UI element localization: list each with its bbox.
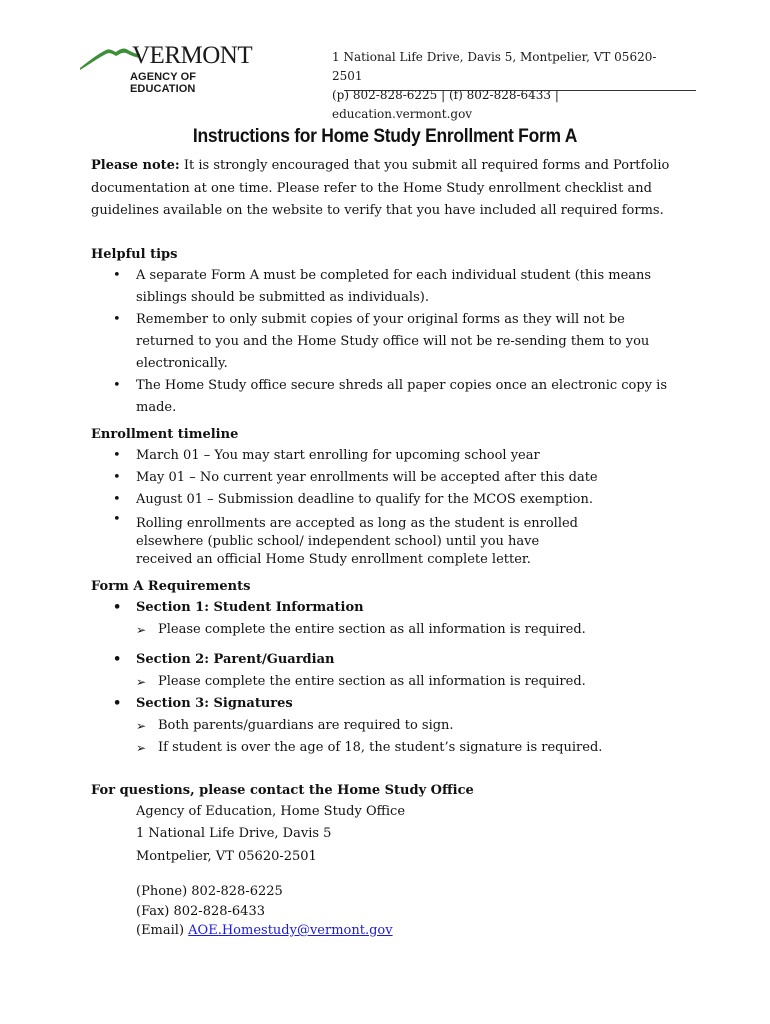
requirements-list: [91, 597, 681, 759]
enrollment-timeline-heading: Enrollment timeline: [91, 426, 239, 442]
section-1-point: ➢ Please complete the entire section as all information is required.: [91, 619, 681, 641]
header-divider: [344, 90, 696, 91]
logo-wordmark: VERMONT: [132, 42, 253, 69]
vermont-logo: [80, 42, 253, 95]
helpful-tips-list: [91, 265, 681, 419]
list-item: • Remember to only submit copies of your original forms as they will not be returned to you and the Home Study office will not be re-sending them to you electronically.: [91, 309, 681, 375]
document-body: [91, 155, 681, 941]
helpful-tips-heading: Helpful tips: [91, 246, 178, 262]
please-note-text: It is strongly encouraged that you submit all required forms and Portfolio documentation at one time. Please refer to the Home Study enrollment checklist and guidelines available on the website to verify that you have included all required forms.: [91, 158, 670, 218]
email-link[interactable]: AOE.Homestudy@vermont.gov: [188, 923, 393, 938]
section-1-title: • Section 1: Student Information: [91, 597, 681, 619]
header-address: 1 National Life Drive, Davis 5, Montpelier, VT 05620-2501: [332, 50, 657, 83]
list-item: • May 01 – No current year enrollments will be accepted after this date: [91, 467, 681, 489]
office-contact: [91, 882, 681, 941]
list-item: • March 01 – You may start enrolling for upcoming school year: [91, 445, 681, 467]
mountain-icon: [80, 42, 140, 72]
logo-agency-text: AGENCY OF EDUCATION: [130, 71, 197, 95]
list-item: • Rolling enrollments are accepted as long as the student is enrolled elsewhere (public school/ independent school) until you have received an official Home Study enrollment complete letter.: [91, 511, 681, 569]
timeline-list: [91, 445, 681, 569]
office-city: Montpelier, VT 05620-2501: [136, 848, 317, 864]
list-item: • August 01 – Submission deadline to qualify for the MCOS exemption.: [91, 489, 681, 511]
section-3-point: ➢ If student is over the age of 18, the student’s signature is required.: [91, 737, 681, 759]
office-phone: (Phone) 802-828-6225: [136, 884, 283, 899]
please-note-label: Please note:: [91, 158, 180, 173]
email-label: (Email): [136, 923, 189, 938]
office-street: 1 National Life Drive, Davis 5: [136, 826, 332, 841]
office-email-line: [136, 921, 681, 941]
section-3-point: ➢ Both parents/guardians are required to sign.: [91, 715, 681, 737]
list-item: • A separate Form A must be completed for each individual student (this means siblings should be submitted as individuals).: [91, 265, 681, 309]
section-2-title: • Section 2: Parent/Guardian: [91, 649, 681, 671]
office-name: Agency of Education, Home Study Office: [136, 803, 406, 819]
section-3-title: • Section 3: Signatures: [91, 693, 681, 715]
page-title: Instructions for Home Study Enrollment Form A: [192, 126, 578, 147]
questions-heading: For questions, please contact the Home Study Office: [91, 782, 474, 798]
form-a-requirements-heading: Form A Requirements: [91, 578, 251, 594]
header-phone-fax-web: (p) 802-828-6225 | (f) 802-828-6433 | education.vermont.gov: [332, 88, 559, 121]
office-fax: (Fax) 802-828-6433: [136, 903, 265, 919]
section-2-point: ➢ Please complete the entire section as all information is required.: [91, 671, 681, 693]
office-address: [91, 801, 681, 869]
list-item: • The Home Study office secure shreds all paper copies once an electronic copy is made.: [91, 375, 681, 419]
header-contact: [332, 48, 678, 124]
please-note-paragraph: [91, 155, 681, 223]
